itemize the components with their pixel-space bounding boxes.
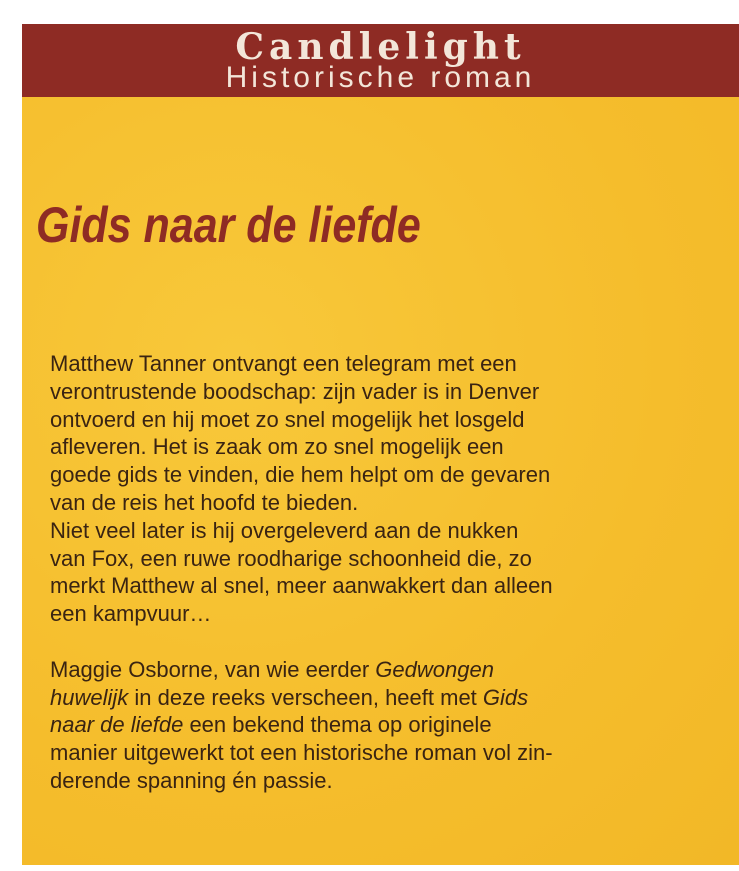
italic-book-title: naar de liefde xyxy=(50,712,184,738)
paragraph-gap xyxy=(50,628,730,656)
series-name: Candlelight xyxy=(235,26,526,68)
blurb-line: derende spanning én passie. xyxy=(50,767,333,793)
book-title: Gids naar de liefde xyxy=(36,197,421,253)
blurb-line xyxy=(50,656,730,684)
blurb-line: ontvoerd en hij moet zo snel mogelijk het losgeld xyxy=(50,406,525,432)
blurb-line: manier uitgewerkt tot een historische roman vol zin- xyxy=(50,740,553,766)
italic-book-title: Gids xyxy=(482,684,529,710)
italic-book-title: huwelijk xyxy=(50,684,129,710)
blurb-line: goede gids te vinden, die hem helpt om de gevaren xyxy=(50,462,551,488)
series-subtitle: Historische roman xyxy=(225,61,536,94)
blurb-line: een kampvuur… xyxy=(50,601,212,627)
blurb-line: merkt Matthew al snel, meer aanwakkert dan alleen xyxy=(50,573,553,599)
book-back-cover xyxy=(22,24,739,865)
blurb-text-run: Maggie Osborne, van wie eerder xyxy=(50,656,376,682)
series-banner xyxy=(22,24,739,97)
blurb-line: afleveren. Het is zaak om zo snel mogelijk een xyxy=(50,434,504,460)
blurb-text xyxy=(50,350,730,795)
blurb-line: van Fox, een ruwe roodharige schoonheid die, zo xyxy=(50,545,532,571)
italic-book-title: Gedwongen xyxy=(375,656,494,682)
blurb-line xyxy=(50,711,730,739)
blurb-line xyxy=(50,684,730,712)
blurb-line: verontrustende boodschap: zijn vader is in Denver xyxy=(50,378,540,404)
blurb-line: Niet veel later is hij overgeleverd aan de nukken xyxy=(50,517,519,543)
blurb-line: Matthew Tanner ontvangt een telegram met een xyxy=(50,351,517,376)
blurb-line: van de reis het hoofd te bieden. xyxy=(50,489,359,515)
blurb-text-run: een bekend thema op originele xyxy=(183,712,492,738)
blurb-text-run: in deze reeks verscheen, heeft met xyxy=(128,684,483,710)
